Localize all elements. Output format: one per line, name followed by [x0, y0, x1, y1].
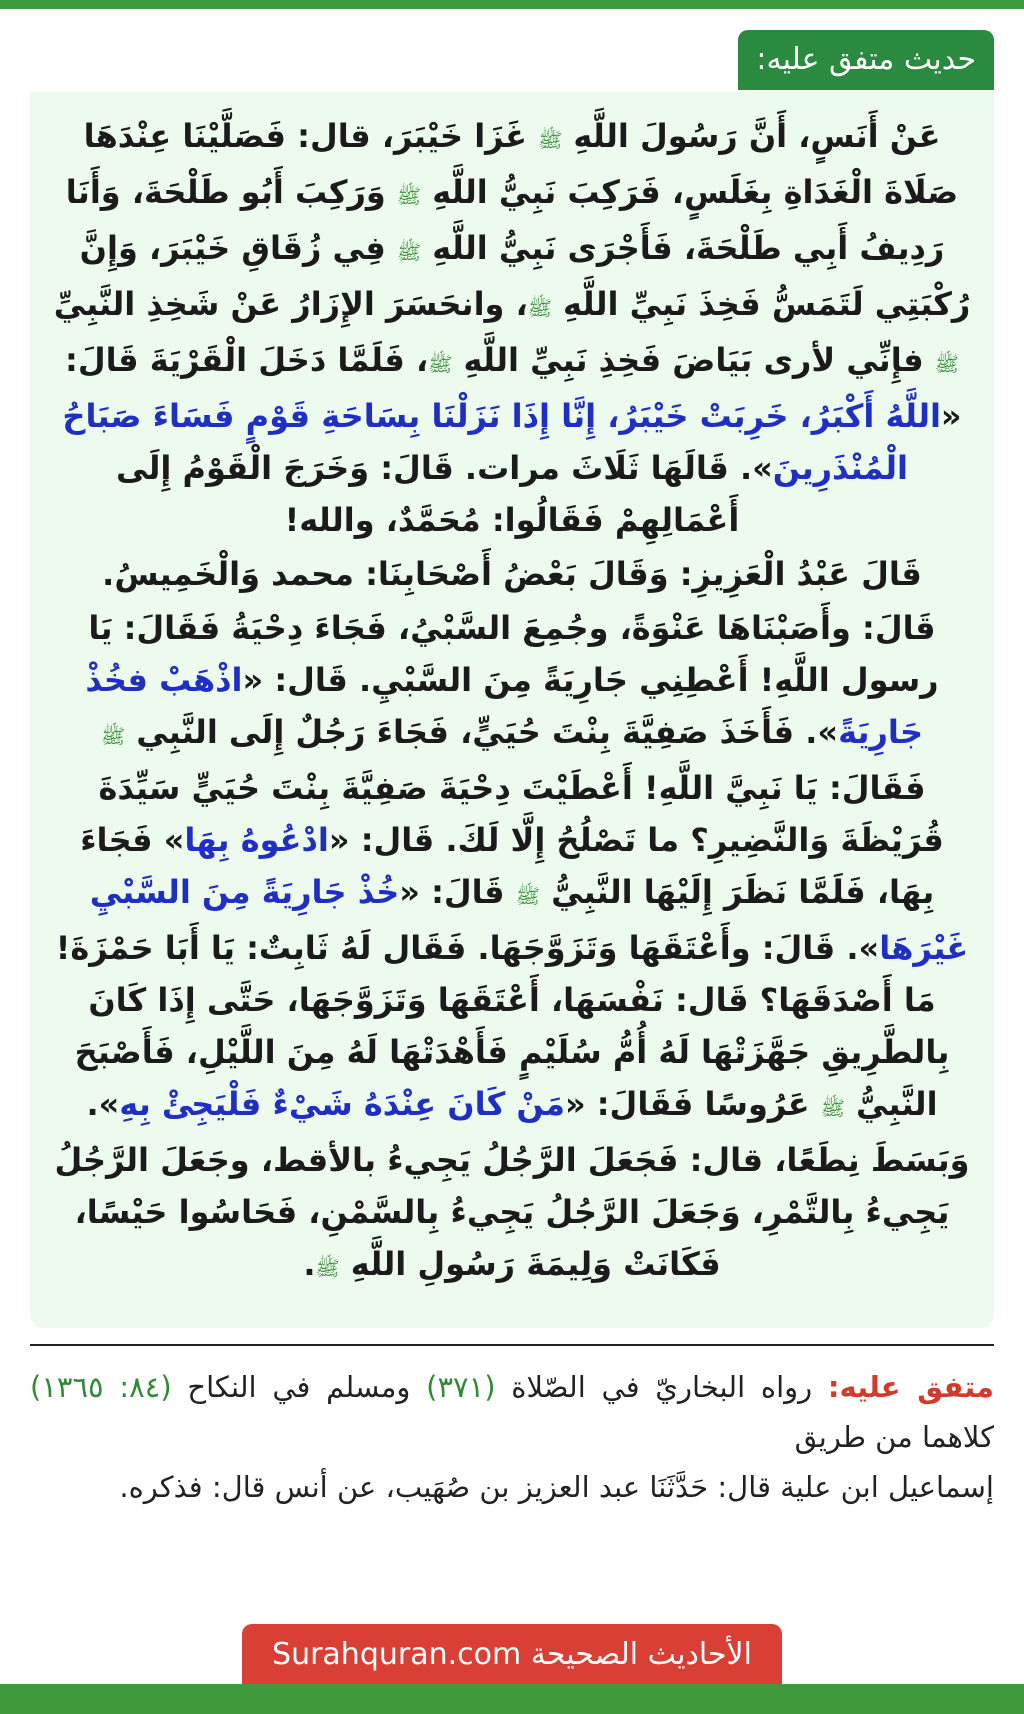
hadith-paragraph-3: قَالَ: وأَصَبْنَاهَا عَنْوَةً، وجُمِعَ السَّبْيُ، فَجَاءَ دِحْيَةُ فَقَالَ: يَا رسول اللَّهِ! أَعْطِنِي جَارِيَةً مِنَ السَّبْيِ. قَال: «اذْهَبْ فخُذْ جَارِيَةً». فَأَخَذَ صَفِيَّةَ بِنْتَ حُيَيٍّ، فَجَاءَ رَجُلٌ إِلَى النَّبِي ﷺ فَقَالَ: يَا نَبِيَّ اللَّهِ! أَعْطَيْتَ دِحْيَةَ صَفِيَّةَ بِنْتَ حُيَيٍّ سَيِّدَةَ قُرَيْظَةَ وَالنَّضِيرِ؟ ما تَصْلُحُ إِلَّا لَكَ. قَال: «ادْعُوهُ بِهَا» فَجَاءَ بِهَا، فَلَمَّا نَظَرَ إِلَيْهَا النَّبِيُّ ﷺ قَالَ: «خُذْ جَارِيَةً مِنَ السَّبْيِ غَيْرَهَا». قَالَ: وأَعْتَقَهَا وَتَزَوَّجَهَا. فَقَال لَهُ ثَابِتٌ: يَا أَبَا حَمْزَةَ! مَا أَصْدَقَهَا؟ قَال: نَفْسَهَا، أَعْتَقَهَا وَتَزَوَّجَهَا، حَتَّى إِذَا كَانَ بِالطَّرِيقِ جَهَّزَتْهَا لَهُ أُمُّ سُلَيْمٍ فَأَهْدَتْهَا لَهُ مِنَ اللَّيْلِ، فَأَصْبَحَ النَّبِيُّ ﷺ عَرُوسًا فَقَالَ: «مَنْ كَانَ عِنْدَهُ شَيْءٌ فَلْيَجِئْ بِهِ». وَبَسَطَ نِطَعًا، قال: فَجَعَلَ الرَّجُلُ يَجِيءُ بالأقط، وجَعَلَ الرَّجُلُ يَجِيءُ بِالتَّمْرِ، وَجَعَلَ الرَّجُلُ يَجِيءُ بِالسَّمْنِ، فَحَاسُوا حَيْسًا، فَكَانَتْ وَلِيمَةَ رَسُولِ اللَّهِ ﷺ.	[54, 609, 970, 1283]
source-line-2: إسماعيل ابن علية قال: حَدَّثَنَا عبد العزيز بن صُهَيب، عن أنس قال: فذكره.	[119, 1470, 994, 1504]
hadith-paragraph-2: قَالَ عَبْدُ الْعَزِيزِ: وَقَالَ بَعْضُ أَصْحَابِنَا: محمد وَالْخَمِيسُ.	[102, 555, 922, 593]
prophet-quote: خُذْ جَارِيَةً مِنَ السَّبْيِ غَيْرَهَا	[89, 873, 969, 967]
hadith-paragraph-1: عَنْ أَنَسٍ، أَنَّ رَسُولَ اللَّهِ ﷺ غَزَا خَيْبَرَ، قال: فَصَلَّيْنَا عِنْدَهَا صَلَاةَ الْغَدَاةِ بِغَلَسٍ، فَرَكِبَ نَبِيُّ اللَّهِ ﷺ وَرَكِبَ أَبُو طَلْحَةَ، وَأَنَا رَدِيفُ أَبِي طَلْحَةَ، فَأَجْرَى نَبِيُّ اللَّهِ ﷺ فِي زُقَاقِ خَيْبَرَ، وَإِنَّ رُكْبَتِي لَتَمَسُّ فَخِذَ نَبِيِّ اللَّهِ ﷺ، وانحَسَرَ الإِزَارُ عَنْ شَخِذِ النَّبِيِّ ﷺ فإِنِّي لأرى بَيَاضَ فَخِذِ نَبِيِّ اللَّهِ ﷺ، فَلَمَّا دَخَلَ الْقَرْيَةَ قَالَ: «اللَّهُ أَكْبَرُ، خَرِبَتْ خَيْبَرُ، إِنَّا إِذَا نَزَلْنَا بِسَاحَةِ قَوْمٍ فَسَاءَ صَبَاحُ الْمُنْذَرِينَ». قَالَهَا ثَلَاثَ مرات. قَالَ: وَخَرَجَ الْقَوْمُ إِلَى أَعْمَالِهِمْ فَقَالُوا: مُحَمَّدٌ، والله!	[53, 117, 971, 539]
source-label: متفق عليه:	[827, 1370, 995, 1404]
top-accent-bar	[0, 0, 1024, 9]
ref-number: (٣٧١)	[426, 1370, 496, 1404]
saw-icon: ﷺ	[428, 352, 453, 376]
prophet-quote: مَنْ كَانَ عِنْدَهُ شَيْءٌ فَلْيَجِئْ بِهِ	[119, 1085, 565, 1123]
bottom-accent-bar	[0, 1684, 1024, 1714]
source-citation	[30, 1362, 994, 1512]
prophet-quote: ادْعُوهُ بِهَا	[184, 821, 329, 859]
section-label: حديث متفق عليه:	[738, 30, 994, 90]
prophet-quote: اذْهَبْ فخُذْ جَارِيَةً	[85, 661, 923, 751]
divider	[30, 1344, 994, 1346]
saw-icon: ﷺ	[515, 884, 540, 908]
saw-icon: ﷺ	[396, 240, 422, 264]
saw-icon: ﷺ	[934, 352, 959, 376]
site-badge[interactable]: الأحاديث الصحيحة Surahquran.com	[242, 1624, 782, 1686]
source-line-1: متفق عليه: رواه البخاريّ في الصّلاة (٣٧١) ومسلم في النكاح (٨٤: ١٣٦٥) كلاهما من طريق	[30, 1370, 995, 1454]
saw-icon: ﷺ	[396, 184, 422, 208]
hadith-text-box	[30, 92, 994, 1328]
prophet-quote: اللَّهُ أَكْبَرُ، خَرِبَتْ خَيْبَرُ، إِنَّا إِذَا نَزَلْنَا بِسَاحَةِ قَوْمٍ فَسَاءَ صَبَاحُ الْمُنْذَرِينَ	[62, 397, 941, 487]
saw-icon: ﷺ	[538, 128, 563, 152]
saw-icon: ﷺ	[820, 1096, 845, 1120]
saw-icon: ﷺ	[100, 724, 126, 748]
saw-icon: ﷺ	[315, 1256, 340, 1280]
ref-number: (٨٤: ١٣٦٥)	[30, 1370, 172, 1404]
saw-icon: ﷺ	[527, 296, 552, 320]
